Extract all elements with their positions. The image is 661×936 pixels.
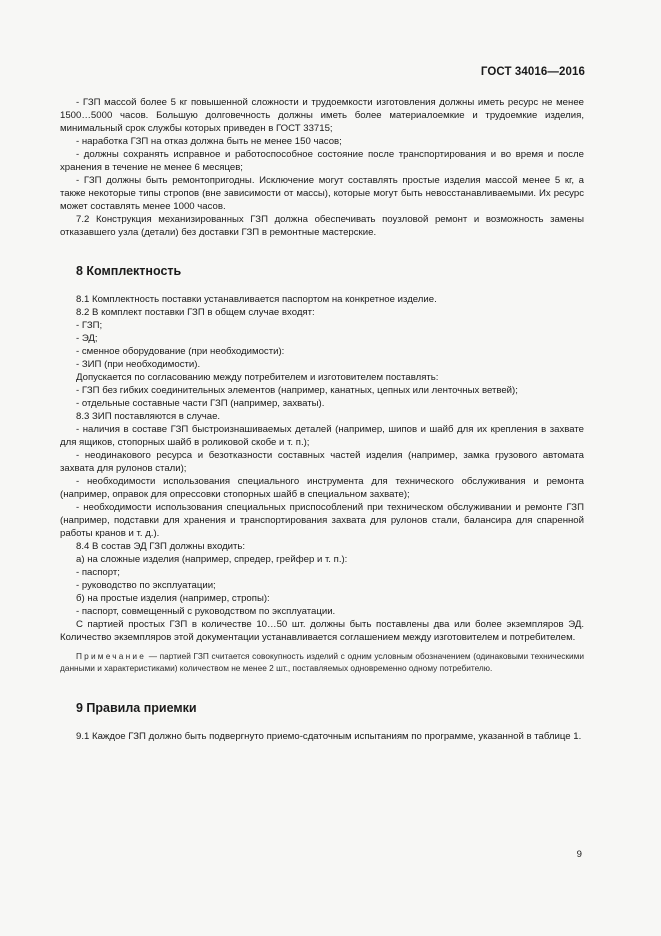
section-heading: 9 Правила приемки: [76, 701, 197, 715]
paragraph: 8.1 Комплектность поставки устанавливается паспортом на конкретное изделие.: [76, 294, 437, 305]
list-item: - ЗИП (при необходимости).: [76, 359, 201, 370]
paragraph: Допускается по согласованию между потребителем и изготовителем поставлять:: [76, 372, 439, 383]
paragraph: - ГЗП массой более 5 кг повышенной сложности и трудоемкости изготовления должны иметь ресурс не менее 1500…5000 часов. Большую долговечность должны иметь более материалоемкие и трудоемкие изделия, минимальный срок службы которых приведен в ГОСТ 33715;: [60, 97, 584, 134]
document-code: ГОСТ 34016—2016: [480, 66, 585, 78]
list-item: - ГЗП;: [76, 320, 103, 331]
list-item: - паспорт, совмещенный с руководством по эксплуатации.: [76, 606, 336, 617]
paragraph: 8.3 ЗИП поставляются в случае.: [76, 411, 221, 422]
paragraph: 7.2 Конструкция механизированных ГЗП должна обеспечивать поузловой ремонт и возможность замены отказавшего узла (детали) без доставки ГЗП в ремонтные мастерские.: [60, 214, 584, 238]
list-item: - паспорт;: [76, 567, 120, 578]
list-item: а) на сложные изделия (например, спредер, грейфер и т. п.):: [76, 554, 348, 565]
paragraph: С партией простых ГЗП в количестве 10…50 шт. должны быть поставлены два или более экземпляров ЭД. Количество экземпляров этой документации устанавливается соглашением между изготовителем и потребителем.: [60, 619, 584, 643]
paragraph: - наработка ГЗП на отказ должна быть не менее 150 часов;: [76, 136, 342, 147]
paragraph: 8.2 В комплект поставки ГЗП в общем случае входят:: [76, 307, 315, 318]
list-item: - сменное оборудование (при необходимости):: [76, 346, 285, 357]
page-content: [60, 96, 584, 743]
list-item: - ГЗП без гибких соединительных элементов (например, канатных, цепных или ленточных ветвей);: [76, 385, 518, 396]
list-item: - отдельные составные части ГЗП (например, захваты).: [76, 398, 325, 409]
list-item: - необходимости использования специальных приспособлений при техническом обслуживании и ремонте ГЗП (например, подставки для хранения и транспортирования захвата для рулонов стали, балансира для спаренной работы кранов и т. д.).: [60, 502, 584, 539]
section-heading: 8 Комплектность: [76, 264, 182, 278]
list-item: - ЭД;: [76, 333, 98, 344]
paragraph: 9.1 Каждое ГЗП должно быть подвергнуто приемо-сдаточным испытаниям по программе, указанной в таблице 1.: [76, 731, 582, 742]
paragraph: 8.4 В состав ЭД ГЗП должны входить:: [76, 541, 246, 552]
note-label: Примечание: [76, 651, 147, 661]
paragraph: - должны сохранять исправное и работоспособное состояние после транспортирования и во время и после хранения в течение не менее 6 месяцев;: [60, 149, 584, 173]
list-item: б) на простые изделия (например, стропы):: [76, 593, 270, 604]
page-number: 9: [576, 849, 582, 860]
list-item: - неодинакового ресурса и безотказности составных частей изделия (например, замка грузового автомата захвата для рулонов стали);: [60, 450, 584, 474]
list-item: - руководство по эксплуатации;: [76, 580, 216, 591]
note: [60, 650, 584, 674]
paragraph: - ГЗП должны быть ремонтопригодны. Исключение могут составлять простые изделия массой менее 5 кг, а также некоторые типы стропов (вне зависимости от массы), которые могут быть невосстанавливаемыми. Их ресурс может составлять менее 1000 часов.: [60, 175, 584, 212]
note-text: — партией ГЗП считается совокупность изделий с одним условным обозначением (одинаковыми техническими данными и характеристиками) количеством не менее 2 шт., поставляемых одновременно одному потребителю.: [60, 651, 584, 673]
list-item: - необходимости использования специального инструмента для технического обслуживания и ремонта (например, оправок для опрессовки стопорных шайб в специальном захвате);: [60, 476, 584, 500]
list-item: - наличия в составе ГЗП быстроизнашиваемых деталей (например, шипов и шайб для их крепления в захвате для ящиков, стопорных шайб в роликовой скобе и т. п.);: [60, 424, 584, 448]
